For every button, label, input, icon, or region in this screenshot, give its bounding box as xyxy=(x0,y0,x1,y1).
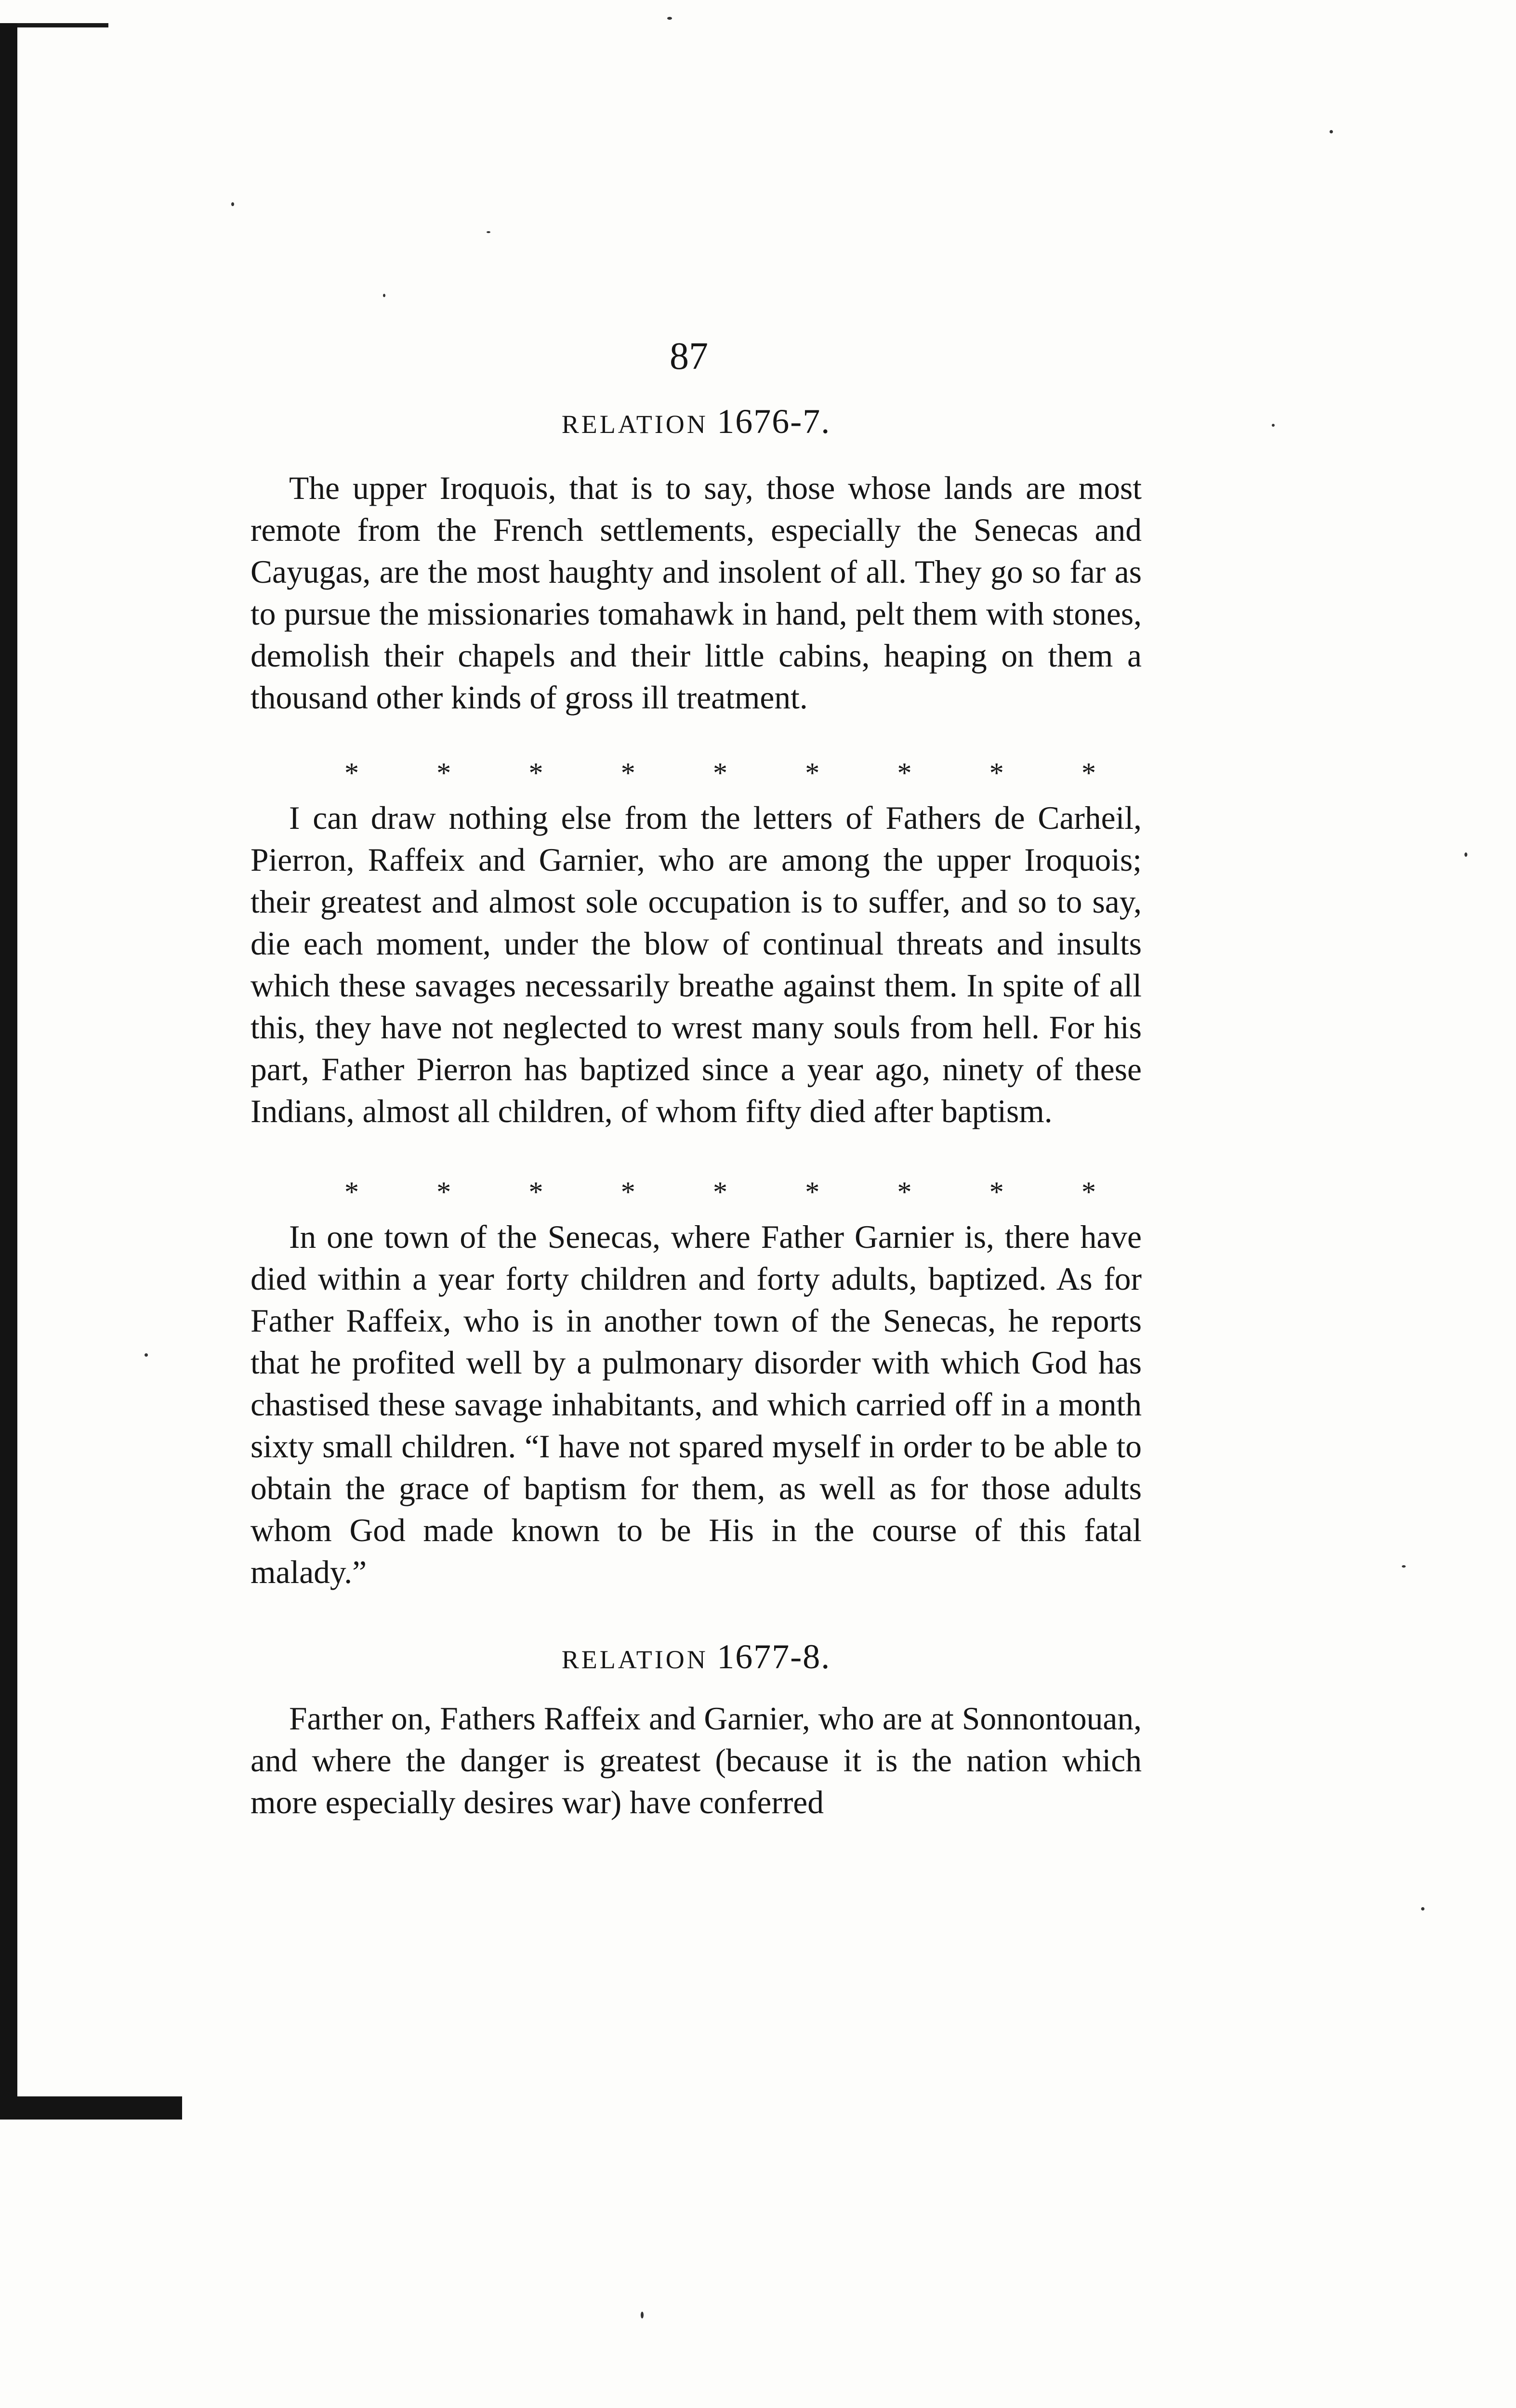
scan-spine-edge xyxy=(0,23,17,2096)
section-heading xyxy=(0,1637,1392,1679)
asterisk-mark: * xyxy=(897,1176,912,1208)
asterisk-mark: * xyxy=(528,757,543,789)
scan-speck xyxy=(641,2312,644,2318)
body-paragraph: I can draw nothing else from the letters of Fathers de Carheil, Pierron, Raffeix and Garnier, who are among the upper Iroquois; their greatest and almost sole occupation is to suffer, and so to say, die each moment, under the blow of continual threats and insults which these savages necessarily breathe against them. In spite of all this, they have not neglected to wrest many souls from hell. For his part, Father Pierron has baptized since a year ago, ninety of these Indians, almost all children, of whom fifty died after baptism. xyxy=(250,800,1142,1129)
asterisk-mark: * xyxy=(1081,1176,1096,1208)
scan-speck xyxy=(145,1353,148,1357)
page-number: 87 xyxy=(670,335,708,378)
asterisk-mark: * xyxy=(1081,757,1096,789)
asterisk-mark: * xyxy=(620,757,635,789)
asterisk-mark: * xyxy=(897,757,912,789)
asterisk-mark: * xyxy=(805,757,820,789)
section-heading xyxy=(0,402,1392,444)
scan-speck xyxy=(487,231,490,233)
asterisk-mark: * xyxy=(989,757,1004,789)
asterisk-mark: * xyxy=(713,1176,727,1208)
body-paragraph: In one town of the Senecas, where Father Garnier is, there have died within a year forty children and forty adults, baptized. As for Father Raffeix, who is in another town of the Senecas, he reports that he profited well by a pulmonary disorder with which God has chastised these savage inhabitants, and which carried off in a month sixty small children. “I have not spared myself in order to be able to obtain the grace of baptism for them, as well as for those adults whom God made known to be His in the course of this fatal malady.” xyxy=(250,1219,1142,1590)
body-paragraph: Farther on, Fathers Raffeix and Garnier, who are at Sonnontouan, and where the danger is greatest (because it is the nation which more especially desires war) have conferred xyxy=(250,1701,1142,1820)
asterisk-mark: * xyxy=(805,1176,820,1208)
asterisk-mark: * xyxy=(989,1176,1004,1208)
scan-speck xyxy=(1421,1907,1424,1911)
section-heading-label: RELATION xyxy=(561,1645,708,1674)
asterisk-mark: * xyxy=(713,757,727,789)
ellipsis-row xyxy=(250,756,1142,790)
asterisk-mark: * xyxy=(528,1176,543,1208)
asterisk-mark: * xyxy=(436,757,451,789)
scan-bottom-rule xyxy=(0,2096,182,2120)
scan-speck xyxy=(231,202,234,206)
scan-speck xyxy=(667,17,672,20)
asterisk-mark: * xyxy=(344,757,359,789)
section-heading-label: RELATION xyxy=(561,410,708,439)
scan-speck xyxy=(1330,130,1333,133)
section-heading-year: 1677-8. xyxy=(717,1637,831,1676)
scan-speck xyxy=(1464,852,1467,857)
scan-speck xyxy=(1402,1565,1406,1568)
asterisk-mark: * xyxy=(344,1176,359,1208)
asterisk-mark: * xyxy=(620,1176,635,1208)
scan-speck xyxy=(383,294,385,297)
asterisk-mark: * xyxy=(436,1176,451,1208)
ellipsis-row xyxy=(250,1175,1142,1209)
section-heading-year: 1676-7. xyxy=(717,402,831,441)
body-paragraph: The upper Iroquois, that is to say, those whose lands are most remote from the French settlements, especially the Senecas and Cayugas, are the most haughty and insolent of all. They go so far as to pursue the missionaries tomahawk in hand, pelt them with stones, demolish their chapels and their little cabins, heaping on them a thousand other kinds of gross ill treatment. xyxy=(250,470,1142,716)
